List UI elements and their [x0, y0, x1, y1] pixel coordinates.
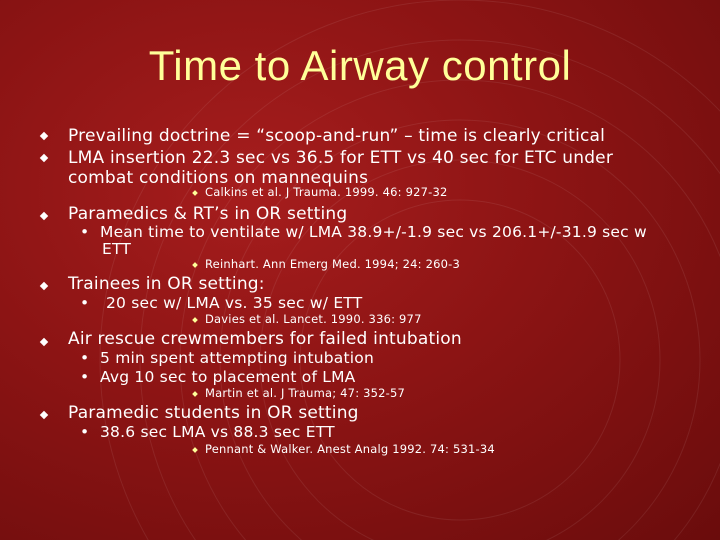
- sub-bullet: [80, 223, 647, 241]
- citation: Calkins et al. J Trauma. 1999. 46: 927-32: [205, 185, 448, 199]
- citation: Martin et al. J Trauma; 47: 352-57: [205, 386, 406, 400]
- bullet-text: Paramedics & RT’s in OR setting: [68, 204, 348, 224]
- sub-bullet: [80, 423, 335, 441]
- sub-bullet-text: Mean time to ventilate w/ LMA 38.9+/-1.9 sec vs 206.1+/-31.9 sec w: [100, 223, 647, 241]
- sub-bullet-text: 5 min spent attempting intubation: [100, 349, 374, 367]
- bullet-text: Air rescue crewmembers for failed intubation: [68, 329, 462, 349]
- sub-bullet: [80, 349, 374, 367]
- sub-bullet: [80, 294, 362, 312]
- citation: Pennant & Walker. Anest Analg 1992. 74: 531-34: [205, 442, 495, 456]
- sub-bullet-text: 20 sec w/ LMA vs. 35 sec w/ ETT: [106, 294, 363, 312]
- sub-bullet-marker: •: [80, 368, 90, 386]
- citation: Reinhart. Ann Emerg Med. 1994; 24: 260-3: [205, 257, 461, 271]
- sub-bullet-marker: •: [80, 294, 90, 312]
- bullet-text: Paramedic students in OR setting: [68, 403, 359, 423]
- bullet-text: Prevailing doctrine = “scoop-and-run” – time is clearly critical: [68, 126, 606, 146]
- bullet-text: LMA insertion 22.3 sec vs 36.5 for ETT vs 40 sec for ETC under: [68, 148, 614, 168]
- slide-title: Time to Airway control: [148, 42, 572, 89]
- sub-bullet-text: 38.6 sec LMA vs 88.3 sec ETT: [100, 423, 335, 441]
- bullet-text: Trainees in OR setting:: [68, 274, 265, 294]
- sub-bullet-text: Avg 10 sec to placement of LMA: [100, 368, 356, 386]
- citation: Davies et al. Lancet. 1990. 336: 977: [205, 312, 422, 326]
- sub-bullet-marker: •: [80, 223, 90, 241]
- sub-bullet: [80, 368, 355, 386]
- sub-bullet-text-continued: ETT: [102, 240, 132, 258]
- bullet-text-continued: combat conditions on mannequins: [68, 168, 369, 188]
- sub-bullet-marker: •: [80, 423, 90, 441]
- sub-bullet-marker: •: [80, 349, 90, 367]
